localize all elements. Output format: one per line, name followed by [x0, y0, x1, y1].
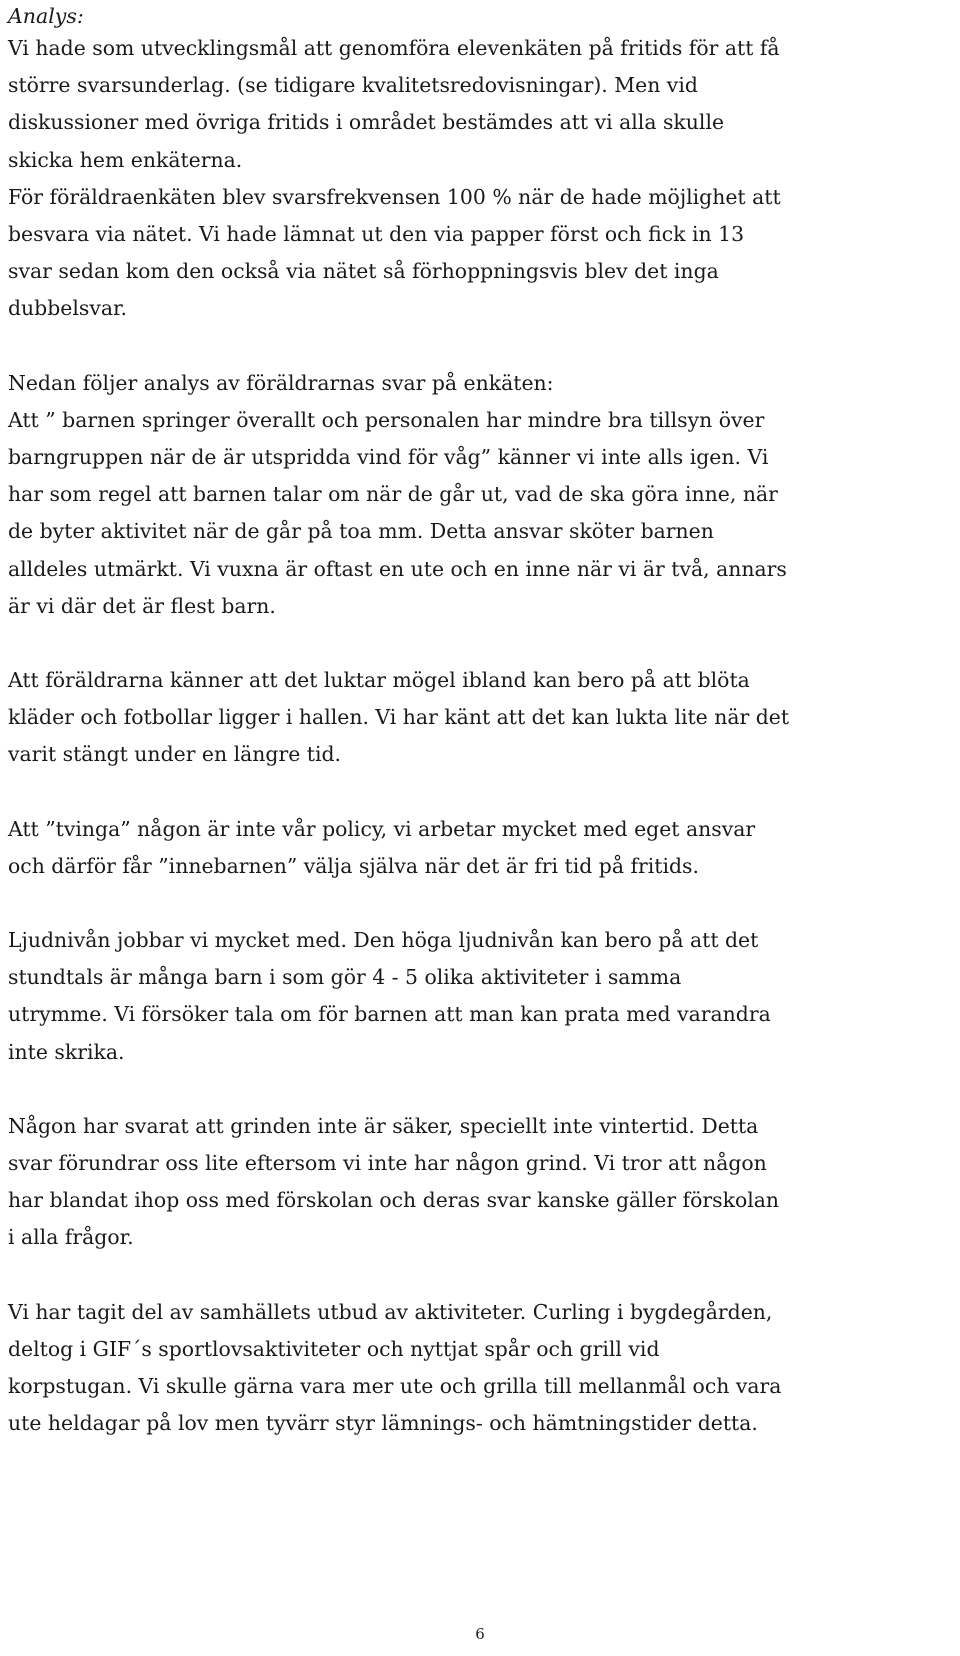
text-line: större svarsunderlag. (se tidigare kvalitetsredovisningar). Men vid [8, 73, 698, 98]
page-number: 6 [475, 1625, 485, 1643]
paragraph [8, 1294, 953, 1443]
text-line: alldeles utmärkt. Vi vuxna är oftast en ute och en inne när vi är två, annars [8, 556, 787, 581]
section-heading: Analys: [8, 4, 84, 28]
text-line: i alla frågor. [8, 1225, 134, 1250]
text-line: korpstugan. Vi skulle gärna vara mer ute och grilla till mellanmål och vara [8, 1374, 782, 1399]
text-line: dubbelsvar. [8, 296, 128, 321]
text-line: Nedan följer analys av föräldrarnas svar på enkäten: [8, 370, 554, 395]
text-line: inte skrika. [8, 1039, 125, 1064]
text-line: har blandat ihop oss med förskolan och deras svar kanske gäller förskolan [8, 1188, 780, 1213]
text-line: Vi hade som utvecklingsmål att genomföra elevenkäten på fritids för att få [8, 36, 780, 60]
paragraph [8, 811, 953, 885]
paragraph [8, 662, 953, 774]
text-line: besvara via nätet. Vi hade lämnat ut den via papper först och fick in 13 [8, 222, 745, 247]
text-line: de byter aktivitet när de går på toa mm. Detta ansvar sköter barnen [8, 519, 714, 544]
paragraph [8, 365, 953, 625]
text-line: Någon har svarat att grinden inte är säker, speciellt inte vintertid. Detta [8, 1113, 759, 1138]
text-line: skicka hem enkäterna. [8, 147, 243, 172]
text-line: utrymme. Vi försöker tala om för barnen att man kan prata med varandra [8, 1002, 771, 1027]
text-line: kläder och fotbollar ligger i hallen. Vi har känt att det kan lukta lite när det [8, 705, 790, 730]
paragraph [8, 922, 953, 1071]
text-line: Att ” barnen springer överallt och personalen har mindre bra tillsyn över [8, 407, 765, 432]
text-line: svar förundrar oss lite eftersom vi inte har någon grind. Vi tror att någon [8, 1151, 767, 1176]
text-line: Ljudnivån jobbar vi mycket med. Den höga ljudnivån kan bero på att det [8, 928, 759, 953]
document-page [8, 0, 953, 1480]
body-text [8, 30, 953, 1443]
text-line: och därför får ”innebarnen” välja själva när det är fri tid på fritids. [8, 853, 700, 878]
text-line: har som regel att barnen talar om när de går ut, vad de ska göra inne, när [8, 482, 778, 507]
text-line: För föräldraenkäten blev svarsfrekvensen 100 % när de hade möjlighet att [8, 184, 781, 209]
text-line: ute heldagar på lov men tyvärr styr lämnings- och hämtningstider detta. [8, 1411, 758, 1436]
text-line: varit stängt under en längre tid. [8, 742, 342, 767]
text-line: Att föräldrarna känner att det luktar mögel ibland kan bero på att blöta [8, 668, 750, 693]
text-line: deltog i GIF´s sportlovsaktiviteter och nyttjat spår och grill vid [8, 1336, 660, 1361]
text-line: barngruppen när de är utspridda vind för våg” känner vi inte alls igen. Vi [8, 445, 769, 470]
text-line: Att ”tvinga” någon är inte vår policy, vi arbetar mycket med eget ansvar [8, 816, 756, 841]
text-line: svar sedan kom den också via nätet så förhoppningsvis blev det inga [8, 259, 719, 284]
text-line: stundtals är många barn i som gör 4 - 5 olika aktiviteter i samma [8, 965, 682, 990]
text-line: är vi där det är flest barn. [8, 593, 276, 618]
paragraph [8, 1108, 953, 1257]
paragraph [8, 30, 953, 328]
text-line: Vi har tagit del av samhällets utbud av aktiviteter. Curling i bygdegården, [8, 1299, 773, 1324]
text-line: diskussioner med övriga fritids i området bestämdes att vi alla skulle [8, 110, 725, 135]
